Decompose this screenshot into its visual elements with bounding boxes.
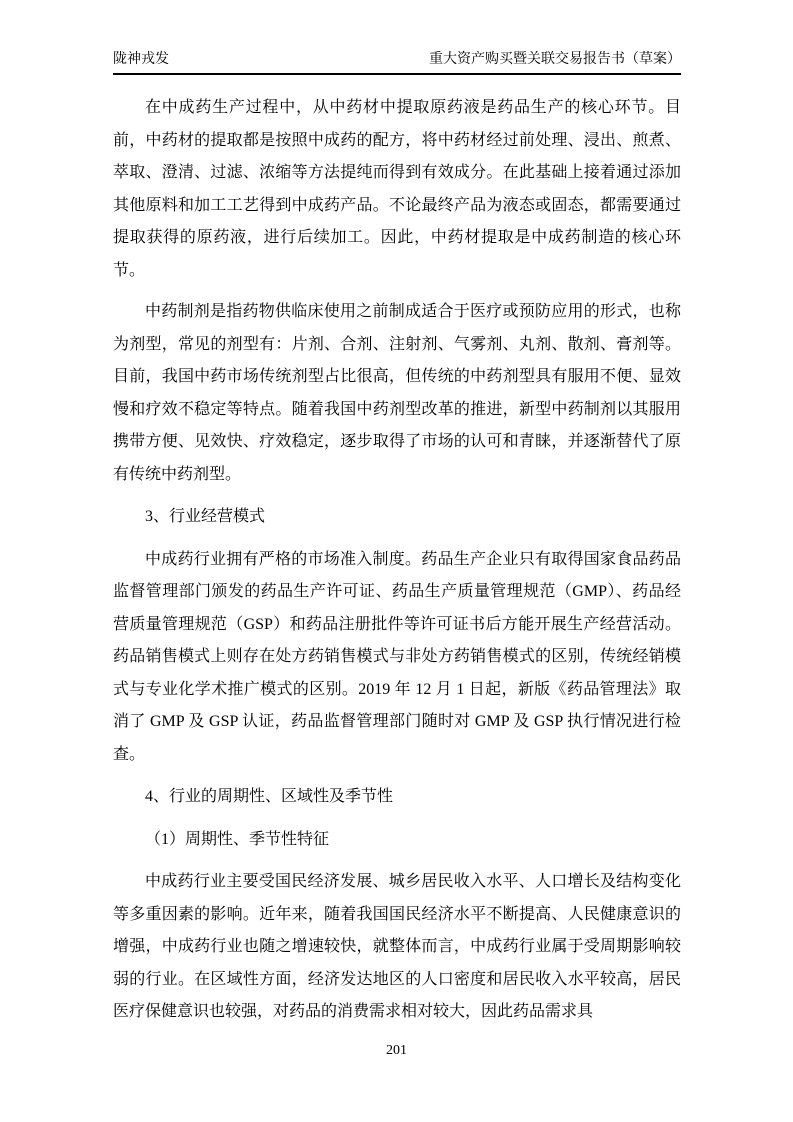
document-body — [113, 92, 681, 1038]
page-header — [113, 50, 681, 75]
heading-industry-business-model: 3、行业经营模式 — [145, 508, 266, 525]
subheading-cyclical-seasonal-features: （1）周期性、季节性特征 — [145, 830, 330, 848]
paragraph-extraction-process: 在中成药生产过程中，从中药材中提取原药液是药品生产的核心环节。目前，中药材的提取都是按照中成药的配方，将中药材经过前处理、浸出、煎煮、萃取、澄清、过滤、浓缩等方法提纯而得到有效成分。在此基础上接着通过添加其他原料和加工工艺得到中成药产品。不论最终产品为液态或固态，都需要通过提取获得的原药液，进行后续加工。因此，中药材提取是中成药制造的核心环节。 — [113, 99, 681, 279]
heading-industry-cyclicality: 4、行业的周期性、区域性及季节性 — [145, 788, 394, 805]
paragraph-tcm-preparations: 中药制剂是指药物供临床使用之前制成适合于医疗或预防应用的形式，也称为剂型，常见的剂型有：片剂、合剂、注射剂、气雾剂、丸剂、散剂、膏剂等。目前，我国中药市场传统剂型占比很高，但传统的中药剂型具有服用不便、显效慢和疗效不稳定等特点。随着我国中药剂型改革的推进，新型中药制剂以其服用携带方便、见效快、疗效稳定，逐步取得了市场的认可和青睐，并逐渐替代了原有传统中药剂型。 — [113, 303, 681, 483]
paragraph-cyclicality-detail: 中成药行业主要受国民经济发展、城乡居民收入水平、人口增长及结构变化等多重因素的影响。近年来，随着我国国民经济水平不断提高、人民健康意识的增强，中成药行业也随之增速较快，就整体而言，中成药行业属于受周期影响较弱的行业。在区域性方面，经济发达地区的人口密度和居民收入水平较高，居民医疗保健意识也较强，对药品的消费需求相对较大，因此药品需求具 — [113, 873, 681, 1020]
paragraph-business-model: 中成药行业拥有严格的市场准入制度。药品生产企业只有取得国家食品药品监督管理部门颁发的药品生产许可证、药品生产质量管理规范（GMP）、药品经营质量管理规范（GSP）和药品注册批件等许可证书后方能开展生产经营活动。药品销售模式上则存在处方药销售模式与非处方药销售模式的区别，传统经销模式与专业化学术推广模式的区别。2019 年 12 月 1 日起，新版《药品管理法》取消了 GMP 及 GSP 认证，药品监督管理部门随时对 GMP 及 GSP 执行情况进行检查。 — [113, 550, 681, 763]
page-number: 201 — [386, 1043, 407, 1058]
header-company-name: 陇神戎发 — [113, 52, 169, 67]
header-report-title: 重大资产购买暨关联交易报告书（草案） — [429, 52, 681, 67]
page-footer — [0, 1042, 793, 1060]
